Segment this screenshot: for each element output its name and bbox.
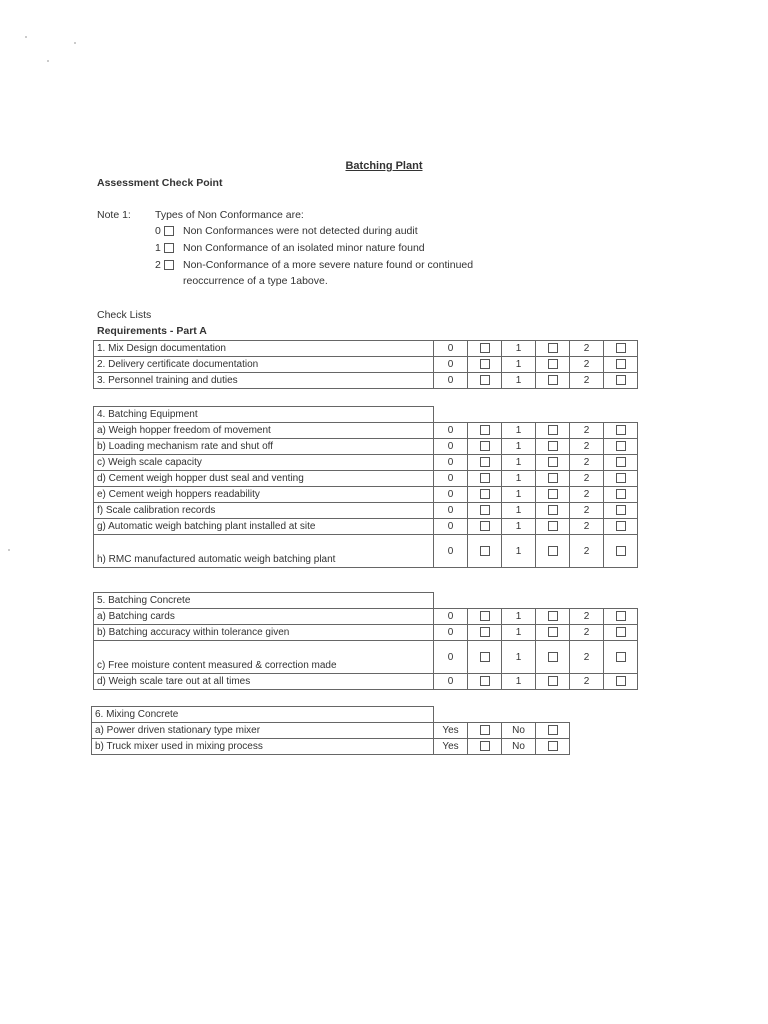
table-row: [94, 423, 638, 439]
checkbox[interactable]: [616, 343, 626, 353]
table-row: [94, 519, 638, 535]
checkbox[interactable]: [480, 489, 490, 499]
note-label: Note 1:: [97, 209, 131, 221]
checkbox[interactable]: [616, 676, 626, 686]
table-row: [94, 373, 638, 389]
section-6-table: [91, 706, 570, 755]
score-1: 1: [502, 641, 536, 674]
score-1: 1: [502, 423, 536, 439]
scan-speck: [74, 42, 76, 44]
checkbox[interactable]: [164, 226, 174, 236]
score-2: 2: [570, 641, 604, 674]
table-row: [94, 439, 638, 455]
score-0: 0: [434, 519, 468, 535]
checkbox[interactable]: [616, 627, 626, 637]
score-2: 2: [570, 471, 604, 487]
table-row: [94, 341, 638, 357]
note-item: [155, 242, 425, 254]
score-1: 1: [502, 503, 536, 519]
item-label: d) Weigh scale tare out at all times: [94, 674, 434, 690]
checkbox[interactable]: [480, 521, 490, 531]
checkbox[interactable]: [480, 627, 490, 637]
score-0: 0: [434, 423, 468, 439]
table-row: [94, 641, 638, 674]
score-0: 0: [434, 357, 468, 373]
score-0: 0: [434, 487, 468, 503]
checkbox[interactable]: [548, 359, 558, 369]
checkbox[interactable]: [616, 489, 626, 499]
checkbox[interactable]: [548, 343, 558, 353]
item-label: b) Loading mechanism rate and shut off: [94, 439, 434, 455]
table-row: [94, 357, 638, 373]
document-title: Batching Plant: [345, 160, 423, 172]
item-label: 3. Personnel training and duties: [94, 373, 434, 389]
score-2: 2: [570, 535, 604, 568]
checkbox[interactable]: [616, 505, 626, 515]
checkbox[interactable]: [480, 611, 490, 621]
checkbox[interactable]: [548, 457, 558, 467]
item-label: 1. Mix Design documentation: [94, 341, 434, 357]
checkbox[interactable]: [548, 505, 558, 515]
table-row: [92, 739, 570, 755]
checkbox[interactable]: [616, 473, 626, 483]
score-1: 1: [502, 471, 536, 487]
item-label: b) Batching accuracy within tolerance given: [94, 625, 434, 641]
score-1: 1: [502, 625, 536, 641]
score-0: 0: [434, 674, 468, 690]
table-row: [94, 455, 638, 471]
note-item: [155, 225, 418, 237]
yes-label: Yes: [434, 739, 468, 755]
score-2: 2: [570, 674, 604, 690]
checkbox[interactable]: [548, 546, 558, 556]
scan-speck: [8, 549, 10, 551]
checkbox[interactable]: [548, 425, 558, 435]
item-label: f) Scale calibration records: [94, 503, 434, 519]
score-2: 2: [570, 625, 604, 641]
section-heading-row: [94, 593, 638, 609]
section-5-table: [93, 592, 638, 690]
item-label: d) Cement weigh hopper dust seal and venting: [94, 471, 434, 487]
score-0: 0: [434, 373, 468, 389]
checkbox[interactable]: [616, 375, 626, 385]
note-continuation: reoccurrence of a type 1above.: [183, 275, 328, 287]
score-0: 0: [434, 535, 468, 568]
checkbox[interactable]: [616, 521, 626, 531]
checkbox[interactable]: [480, 546, 490, 556]
requirements-heading: Requirements - Part A: [97, 325, 207, 337]
score-2: 2: [570, 357, 604, 373]
item-label: a) Power driven stationary type mixer: [92, 723, 434, 739]
score-1: 1: [502, 439, 536, 455]
document-subtitle: Assessment Check Point: [97, 177, 223, 189]
table-row: [92, 723, 570, 739]
score-1: 1: [502, 535, 536, 568]
score-1: 1: [502, 455, 536, 471]
score-0: 0: [434, 641, 468, 674]
check-lists-label: Check Lists: [97, 309, 152, 321]
scan-speck: [47, 60, 49, 62]
checkbox[interactable]: [164, 243, 174, 253]
item-label: g) Automatic weigh batching plant installed at site: [94, 519, 434, 535]
score-2: 2: [570, 519, 604, 535]
note-heading: Types of Non Conformance are:: [155, 209, 304, 221]
checkbox[interactable]: [480, 425, 490, 435]
checkbox[interactable]: [616, 652, 626, 662]
table-row: [94, 609, 638, 625]
checkbox[interactable]: [548, 441, 558, 451]
item-label: h) RMC manufactured automatic weigh batching plant: [94, 535, 434, 568]
checkbox[interactable]: [480, 441, 490, 451]
checkbox[interactable]: [548, 627, 558, 637]
checkbox[interactable]: [480, 505, 490, 515]
score-2: 2: [570, 455, 604, 471]
section-heading-row: [92, 707, 570, 723]
score-0: 0: [434, 471, 468, 487]
item-label: a) Batching cards: [94, 609, 434, 625]
item-label: 2. Delivery certificate documentation: [94, 357, 434, 373]
table-row: [94, 625, 638, 641]
no-label: No: [502, 723, 536, 739]
checkbox[interactable]: [616, 425, 626, 435]
score-1: 1: [502, 357, 536, 373]
score-2: 2: [570, 423, 604, 439]
score-2: 2: [570, 503, 604, 519]
part-a-table: [93, 340, 638, 389]
checkbox[interactable]: [480, 343, 490, 353]
section-heading: 6. Mixing Concrete: [92, 707, 434, 723]
score-1: 1: [502, 519, 536, 535]
score-0: 0: [434, 341, 468, 357]
note-text: Non Conformance of an isolated minor nature found: [183, 242, 425, 254]
note-item: [155, 259, 473, 271]
section-heading: 5. Batching Concrete: [94, 593, 434, 609]
note-code: 0: [155, 225, 161, 237]
checkbox[interactable]: [480, 457, 490, 467]
score-1: 1: [502, 674, 536, 690]
table-row: [94, 487, 638, 503]
score-1: 1: [502, 609, 536, 625]
checkbox[interactable]: [164, 260, 174, 270]
checkbox[interactable]: [548, 473, 558, 483]
section-heading: 4. Batching Equipment: [94, 407, 434, 423]
item-label: a) Weigh hopper freedom of movement: [94, 423, 434, 439]
score-2: 2: [570, 373, 604, 389]
checkbox[interactable]: [548, 676, 558, 686]
checkbox[interactable]: [548, 611, 558, 621]
score-1: 1: [502, 487, 536, 503]
section-4-table: [93, 406, 638, 568]
item-label: b) Truck mixer used in mixing process: [92, 739, 434, 755]
score-0: 0: [434, 625, 468, 641]
item-label: e) Cement weigh hoppers readability: [94, 487, 434, 503]
score-2: 2: [570, 487, 604, 503]
score-2: 2: [570, 341, 604, 357]
table-row: [94, 471, 638, 487]
checkbox[interactable]: [616, 441, 626, 451]
section-heading-row: [94, 407, 638, 423]
checkbox[interactable]: [616, 611, 626, 621]
checkbox[interactable]: [480, 359, 490, 369]
checkbox[interactable]: [548, 741, 558, 751]
checkbox[interactable]: [480, 473, 490, 483]
no-label: No: [502, 739, 536, 755]
checkbox[interactable]: [548, 725, 558, 735]
checkbox[interactable]: [616, 359, 626, 369]
table-row: [94, 674, 638, 690]
score-2: 2: [570, 439, 604, 455]
note-code: 1: [155, 242, 161, 254]
score-1: 1: [502, 373, 536, 389]
score-1: 1: [502, 341, 536, 357]
checkbox[interactable]: [480, 652, 490, 662]
checkbox[interactable]: [548, 521, 558, 531]
score-0: 0: [434, 455, 468, 471]
yes-label: Yes: [434, 723, 468, 739]
checkbox[interactable]: [548, 375, 558, 385]
checkbox[interactable]: [480, 741, 490, 751]
item-label: c) Weigh scale capacity: [94, 455, 434, 471]
note-code: 2: [155, 259, 161, 271]
item-label: c) Free moisture content measured & correction made: [94, 641, 434, 674]
checkbox[interactable]: [616, 457, 626, 467]
score-0: 0: [434, 609, 468, 625]
note-text: Non-Conformance of a more severe nature found or continued: [183, 259, 474, 271]
checkbox[interactable]: [548, 652, 558, 662]
note-text: Non Conformances were not detected during audit: [183, 225, 418, 237]
checkbox[interactable]: [548, 489, 558, 499]
score-2: 2: [570, 609, 604, 625]
checkbox[interactable]: [480, 375, 490, 385]
score-0: 0: [434, 439, 468, 455]
checkbox[interactable]: [480, 676, 490, 686]
scan-speck: [25, 36, 27, 38]
checkbox[interactable]: [480, 725, 490, 735]
table-row: [94, 535, 638, 568]
table-row: [94, 503, 638, 519]
checkbox[interactable]: [616, 546, 626, 556]
score-0: 0: [434, 503, 468, 519]
